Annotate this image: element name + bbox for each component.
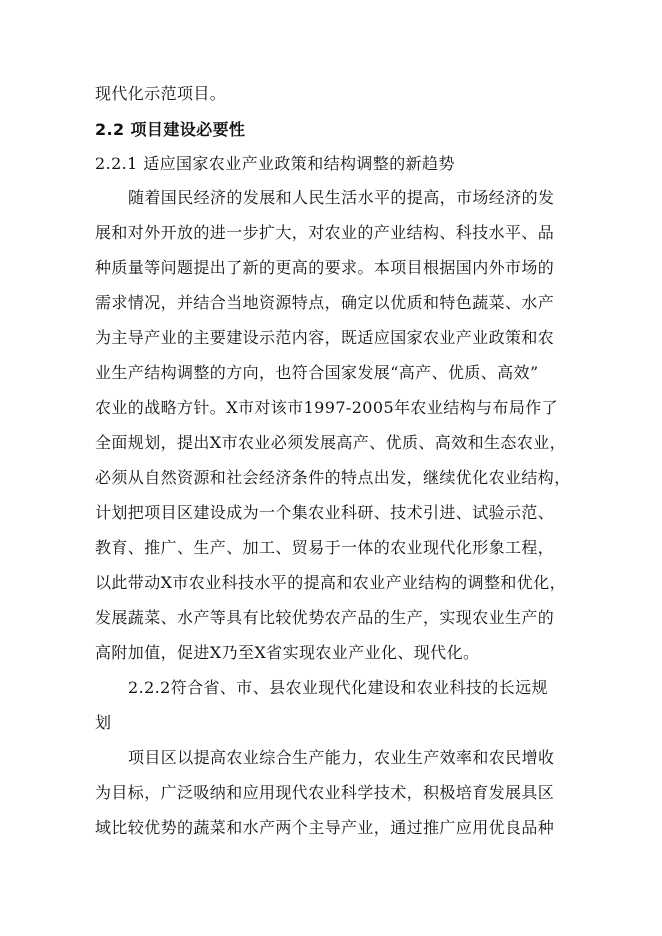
paragraph-line: 以此带动X市农业科技水平的提高和农业产业结构的调整和优化，	[95, 573, 566, 592]
subsection-heading: 2.2.1 适应国家农业产业政策和结构调整的新趋势	[95, 154, 455, 173]
subsection-heading: 2.2.2符合省、市、县农业现代化建设和农业科技的长远规	[128, 678, 548, 697]
paragraph-line: 农业的战略方针。X市对该市1997-2005年农业结构与布局作了	[95, 398, 559, 417]
paragraph-line: 展和对外开放的进一步扩大，对农业的产业结构、科技水平、品	[95, 223, 555, 242]
paragraph-line: 项目区以提高农业综合生产能力，农业生产效率和农民增收	[128, 748, 555, 767]
paragraph-line: 需求情况，并结合当地资源特点，确定以优质和特色蔬菜、水产	[95, 293, 555, 312]
paragraph-line: 教育、推广、生产、加工、贸易于一体的农业现代化形象工程，	[95, 538, 555, 557]
paragraph-line: 全面规划，提出X市农业必须发展高产、优质、高效和生态农业，	[95, 433, 566, 452]
text-line: 现代化示范项目。	[95, 84, 227, 103]
paragraph-line: 种质量等问题提出了新的更高的要求。本项目根据国内外市场的	[95, 258, 555, 277]
paragraph-line: 计划把项目区建设成为一个集农业科研、技术引进、试验示范、	[95, 503, 555, 522]
section-heading: 2.2 项目建设必要性	[95, 120, 246, 139]
subsection-heading-continued: 划	[95, 713, 112, 732]
paragraph-line: 必须从自然资源和社会经济条件的特点出发，继续优化农业结构，	[95, 468, 571, 487]
paragraph-line: 发展蔬菜、水产等具有比较优势农产品的生产，实现农业生产的	[95, 608, 555, 627]
paragraph-line: 域比较优势的蔬菜和水产两个主导产业，通过推广应用优良品种	[95, 818, 555, 837]
paragraph-line: 随着国民经济的发展和人民生活水平的提高，市场经济的发	[128, 188, 555, 207]
paragraph-line: 业生产结构调整的方向，也符合国家发展“高产、优质、高效”	[95, 363, 539, 382]
paragraph-line: 高附加值，促进X乃至X省实现农业产业化、现代化。	[95, 643, 480, 662]
paragraph-line: 为主导产业的主要建设示范内容，既适应国家农业产业政策和农	[95, 328, 555, 347]
paragraph-line: 为目标，广泛吸纳和应用现代农业科学技术，积极培育发展具区	[95, 783, 555, 802]
